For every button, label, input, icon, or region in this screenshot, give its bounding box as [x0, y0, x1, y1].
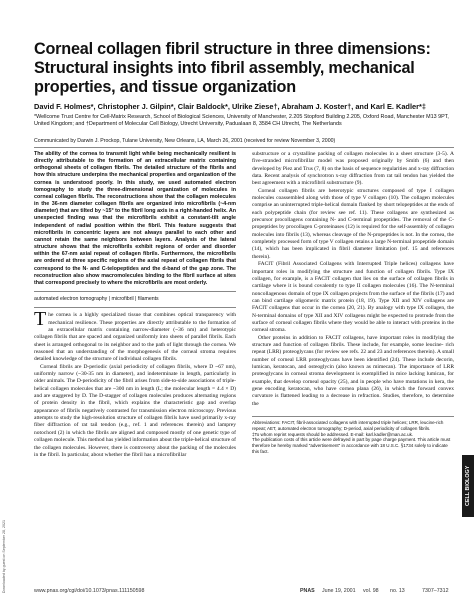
section-tab-label: CELL BIOLOGY — [465, 465, 471, 507]
footer-journal: PNAS — [300, 588, 315, 594]
footnote-divider — [252, 416, 454, 417]
body-paragraph-3: FACIT (Fibril Associated Collagens with Interrupted Triple helices) collagens have important roles in modifying the structure and function of collagen fibrils. Type IX collagen, for example, is a FACIT collagen that lies on the surface of collagen fibrils in cartilage where it is bound covalently to type II collagen molecules (16). The N-terminal noncollagenous domain of type IX collagen projects from the surface of the fibrils (17) and can bind cartilage oligomeric matrix protein (18, 19). Type XII and XIV collagens are FACIT collagens that occur in the cornea (20, 21). By analogy with type IX collagen, the N-terminal domains of type XII and XIV collagens might be expected to protrude from the surface of corneal collagen fibrils where they would be able to interact with proteins in the corneal stroma. — [252, 261, 454, 334]
drop-cap: T — [34, 308, 47, 331]
intro-paragraph-2: Corneal fibrils are D-periodic (axial periodicity of collagen fibrils, where D ~67 nm), uniformly narrow (~30-35 nm in diameter), and indeterminate in length, particularly in older animals. The D-periodicity of the fibril arises from side-to-side associations of triple-helical collagen molecules that are ~300 nm in length (L; the molecular length = 4.4 × D) and are staggered by D. The D-stagger of collagen molecules produces alternating regions of protein density in the fibril, which explains the characteristic gap and overlap appearance of fibrils negatively contrasted for transmission electron microscopy. Previous attempts to study the high-resolution structure of collagen fibrils have used primarily x-ray fiber diffraction of rat tail tendon (e.g., ref. 1 and references therein) and lamprey notochord (2) in which the fibrils are aligned and composed mostly of one genetic type of collagen molecule. This method has yielded information about the triple-helical structure of the collagen molecules. However, there is controversy about the packing of the molecules in the fibril. In particular, about whether the fibril has a microfibrillar — [34, 363, 236, 458]
section-tab — [462, 455, 474, 517]
footer-issue: no. 13 — [390, 588, 405, 594]
download-note: Downloaded by guest on September 28, 2021 — [2, 520, 6, 594]
footer-pages: 7307–7312 — [422, 588, 449, 594]
left-column — [34, 151, 236, 459]
author-list: David F. Holmes*, Christopher J. Gilpin*, Clair Baldock*, Ulrike Ziese†, Abraham J. Koster†, and Karl E. Kadler*‡ — [34, 102, 426, 111]
affiliations: *Wellcome Trust Centre for Cell-Matrix Research, School of Biological Sciences, University of Manchester, 2.205 Stopford Building 2.205, Oxford Road, Manchester M13 9PT, United Kingdom; and †Department of Molecular Cell Biology, Utrecht University, Padualaan 8, 3584 CH Utrecht, The Netherlands — [34, 114, 449, 127]
header-divider — [34, 147, 454, 148]
keywords-divider-bottom — [34, 307, 236, 308]
intro-paragraph-1-text: he cornea is a highly specialized tissue that combines optical transparency with mechanical resilience. These properties are directly attributable to the formation of an extracellular matrix containing narrow-diameter (~36 nm) and heterotypic collagen fibrils that are spaced and organized uniformly into sheets of parallel fibrils. Each sheet is arranged orthogonal to its neighbor and to the path of light through the cornea. We reasoned that an understanding of the morphogenesis of the corneal stroma requires detailed knowledge of the structure of individual collagen fibrils. — [34, 312, 236, 363]
body-paragraph-1: substructure or a crystalline packing of collagen molecules in a sheet structure (3-5). A five-stranded microfibrillar model was proposed originally by Smith (6) and then developed by Piez and Trus (7, 8) on the basis of sequence regularities and x-ray diffraction data. Recent analysis of synchrotron x-ray diffraction from rat tail tendon has yielded the best agreement with a microfibril substructure (9). — [252, 151, 454, 187]
right-column — [252, 151, 454, 455]
footnote-correspondence: ‡To whom reprint requests should be addressed. E-mail: karl.kadler@man.ac.uk. — [252, 431, 414, 437]
keywords: automated electron tomography | microfibril | filaments — [34, 295, 159, 302]
body-paragraph-2: Corneal collagen fibrils are heterotypic structures composed of type I collagen molecules coassembled along with those of type V collagen (10). The collagen molecules comprise an uninterrupted triple-helical domain flanked by short telopeptides at the ends of each polypeptide chain (for review see ref. 11). These collagens are synthesized as precursor procollagens containing N- and C-terminal propeptides. The removal of the C-propeptides by procollagen C-proteinases (12) is required for the self-assembly of collagen molecules into fibrils (13), whereas cleavage of the N-propeptides is not. In the cornea, the completely processed form of type V collagen retains a large N-terminal propeptide domain (14), which has been implicated in fibril diameter limitation (ref. 15 and references therein). — [252, 187, 454, 260]
communicated-line: Communicated by Darwin J. Prockop, Tulane University, New Orleans, LA, March 26, 2001 (received for review November 3, 2000) — [34, 138, 336, 144]
body-paragraph-4: Other proteins in addition to FACIT collagens, have important roles in modifying the structure and function of collagen fibrils. These include, for example, some leucine- rich repeat (LRR) proteoglycans (for review see refs. 22 and 23 and references therein). A small number of corneal LRR proteoglycans have been identified (24). These include decorin, lumican, keratocan, and osteoglycin (also known as mimecan). The importance of LRR proteoglycans in corneal stroma development is exemplified in mice lacking lumican, for example, that develop corneal opacity (25), and in people who have mutations in kera, the gene encoding keratocan, who have cornea plana (26), in which the forward convex curvature is flattened leading to a decrease in refraction. Studies, therefore, to determine the — [252, 334, 454, 407]
footer-volume: vol. 98 — [363, 588, 379, 594]
abstract: The ability of the cornea to transmit light while being mechanically resilient is directly attributable to the formation of an extracellular matrix containing orthogonal sheets of collagen fibrils. The detailed structure of the fibrils and how this structure underpins the mechanical properties and organization of the cornea is understood poorly. In this study, we used automated electron tomography to study the three-dimensional organization of molecules in corneal collagen fibrils. The reconstructions show that the collagen molecules in the 36-nm diameter collagen fibrils are organized into microfibrils (~4-nm diameter) that are tilted by ~15° to the fibril long axis in a right-handed helix. An unexpected finding was that the microfibrils exhibit a constant-tilt angle independent of radial position within the fibril. This feature suggests that microfibrils in concentric layers are not always parallel to each other and cannot retain the same neighbors between layers. Analysis of the lateral structure shows that the microfibrils exhibit regions of order and disorder within the 67-nm axial repeat of collagen fibrils. Furthermore, the microfibrils are ordered at three specific regions of the axial repeat of collagen fibrils that correspond to the N- and C-telopeptides and the d-band of the gap zone. The reconstruction also show macromolecules binding to the fibril surface at sites that correspond precisely to where the microfibrils are most orderly. — [34, 151, 236, 286]
footnote-publication-costs: The publication costs of this article were defrayed in part by page charge payment. This article must therefore be hereby marked "advertisement" in accordance with 18 U.S.C. §1734 solely to indicate this fact. — [252, 437, 451, 455]
keywords-divider — [34, 291, 236, 292]
intro-paragraph-1 — [34, 308, 236, 363]
footer-date: June 19, 2001 — [322, 588, 356, 594]
footer-doi: www.pnas.org/cgi/doi/10.1073/pnas.111150598 — [34, 588, 145, 594]
paper-title: Corneal collagen fibril structure in three dimensions: Structural insights into fibril assembly, mechanical properties, and tissue organization — [34, 40, 431, 96]
footnote-abbreviations: Abbreviations: FACIT, fibril-associated collagens with interrupted triple helices; LRR, leucine-rich repeat; AET, automated electron tomography; D-period, axial periodicity of collagen fibrils. — [252, 420, 444, 431]
